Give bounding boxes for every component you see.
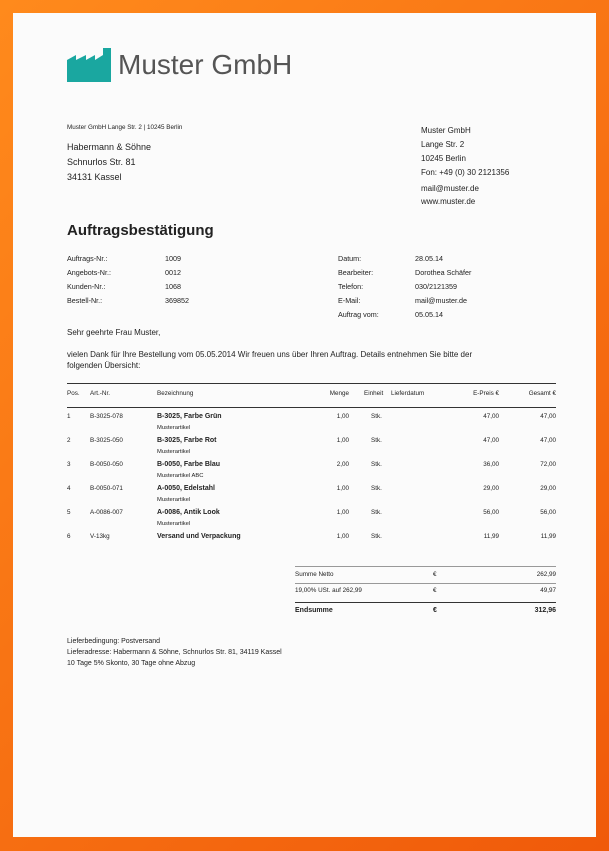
totals-sum-row: Endsumme € 312,96 (295, 607, 556, 614)
cell-total: 56,00 (540, 509, 556, 516)
cell-sub: Musterartikel (157, 425, 191, 431)
cell-name: Versand und Verpackung (157, 533, 241, 540)
cell-unit: Stk. (371, 461, 382, 468)
cell-sub: Musterartikel (157, 497, 191, 503)
totals-sum-rule (295, 602, 556, 603)
cell-price: 47,00 (483, 413, 499, 420)
cell-pos: 5 (67, 509, 71, 516)
salutation: Sehr geehrte Frau Muster, (67, 328, 161, 337)
cell-qty: 1,00 (336, 485, 349, 492)
table-row (67, 461, 556, 483)
cell-sub: Musterartikel ABC (157, 473, 204, 479)
table-row (67, 509, 556, 531)
cell-art: A-0086-007 (90, 509, 123, 516)
table-top-rule (67, 383, 556, 384)
cell-qty: 1,00 (336, 509, 349, 516)
table-row (67, 437, 556, 459)
meta-right-values: 28.05.14 Dorothea Schäfer 030/2121359 mail@muster.de 05.05.14 (415, 254, 472, 319)
cell-qty: 1,00 (336, 533, 349, 540)
cell-pos: 1 (67, 413, 71, 420)
cell-sub: Musterartikel (157, 521, 191, 527)
company-contact: mail@muster.de www.muster.de (421, 184, 479, 206)
cell-art: B-3025-078 (90, 413, 123, 420)
cell-total: 72,00 (540, 461, 556, 468)
cell-total: 47,00 (540, 437, 556, 444)
cell-price: 47,00 (483, 437, 499, 444)
cell-name: B-3025, Farbe Rot (157, 437, 217, 444)
cell-unit: Stk. (371, 485, 382, 492)
totals-mid-rule (295, 583, 556, 584)
cell-art: B-0050-071 (90, 485, 123, 492)
cell-name: B-0050, Farbe Blau (157, 461, 221, 468)
cell-unit: Stk. (371, 413, 382, 420)
table-row (67, 485, 556, 507)
cell-qty: 1,00 (336, 437, 349, 444)
intro-text: vielen Dank für Ihre Bestellung vom 05.05.2014 Wir freuen uns über Ihren Auftrag. Details entnehmen Sie bitte der folgenden Übersicht: (67, 350, 473, 370)
table-header: Pos. Art.-Nr. Bezeichnung Menge Einheit Lieferdatum E-Preis € Gesamt € (67, 390, 556, 397)
cell-qty: 2,00 (336, 461, 349, 468)
cell-name: A-0050, Edelstahl (157, 485, 215, 492)
recipient-address: Habermann & Söhne Schnurlos Str. 81 34131 Kassel (67, 142, 152, 182)
cell-sub: Musterartikel (157, 449, 191, 455)
cell-name: A-0086, Antik Look (157, 509, 220, 516)
cell-total: 29,00 (540, 485, 556, 492)
totals-net-row: Summe Netto € 262,99 (295, 571, 556, 578)
cell-total: 11,99 (540, 533, 556, 540)
cell-unit: Stk. (371, 437, 382, 444)
cell-pos: 6 (67, 533, 71, 540)
cell-qty: 1,00 (336, 413, 349, 420)
company-address: Muster GmbH Lange Str. 2 10245 Berlin Fon: +49 (0) 30 2121356 (421, 126, 510, 177)
sender-line: Muster GmbH Lange Str. 2 | 10245 Berlin (67, 124, 183, 131)
cell-art: V-13kg (90, 533, 110, 540)
meta-left-values: 1009 0012 1068 369852 (165, 254, 189, 305)
meta-left-labels: Auftrags-Nr.: Angebots-Nr.: Kunden-Nr.: Bestell-Nr.: (67, 254, 111, 305)
totals-top-rule (295, 566, 556, 567)
table-header-rule (67, 407, 556, 408)
cell-art: B-3025-050 (90, 437, 123, 444)
cell-price: 29,00 (483, 485, 499, 492)
factory-logo-icon (67, 46, 113, 82)
invoice-page (13, 13, 596, 837)
cell-pos: 4 (67, 485, 71, 492)
table-row (67, 533, 556, 555)
cell-pos: 3 (67, 461, 71, 468)
cell-unit: Stk. (371, 509, 382, 516)
cell-art: B-0050-050 (90, 461, 123, 468)
cell-price: 11,99 (483, 533, 499, 540)
cell-price: 56,00 (483, 509, 499, 516)
cell-pos: 2 (67, 437, 71, 444)
delivery-terms: Lieferbedingung: Postversand Lieferadresse: Habermann & Söhne, Schnurlos Str. 81, 34119 Kassel 10 Tage 5% Skonto, 30 Tage ohne Abzug (67, 638, 282, 667)
document-title: Auftragsbestätigung (67, 222, 214, 239)
cell-name: B-3025, Farbe Grün (157, 413, 222, 420)
totals-vat-row: 19,00% USt. auf 262,99 € 49,97 (295, 587, 556, 594)
cell-total: 47,00 (540, 413, 556, 420)
cell-unit: Stk. (371, 533, 382, 540)
table-row (67, 413, 556, 435)
brand-name: Muster GmbH (118, 49, 293, 80)
cell-price: 36,00 (483, 461, 499, 468)
meta-right-labels: Datum: Bearbeiter: Telefon: E-Mail: Auftrag vom: (338, 254, 379, 319)
